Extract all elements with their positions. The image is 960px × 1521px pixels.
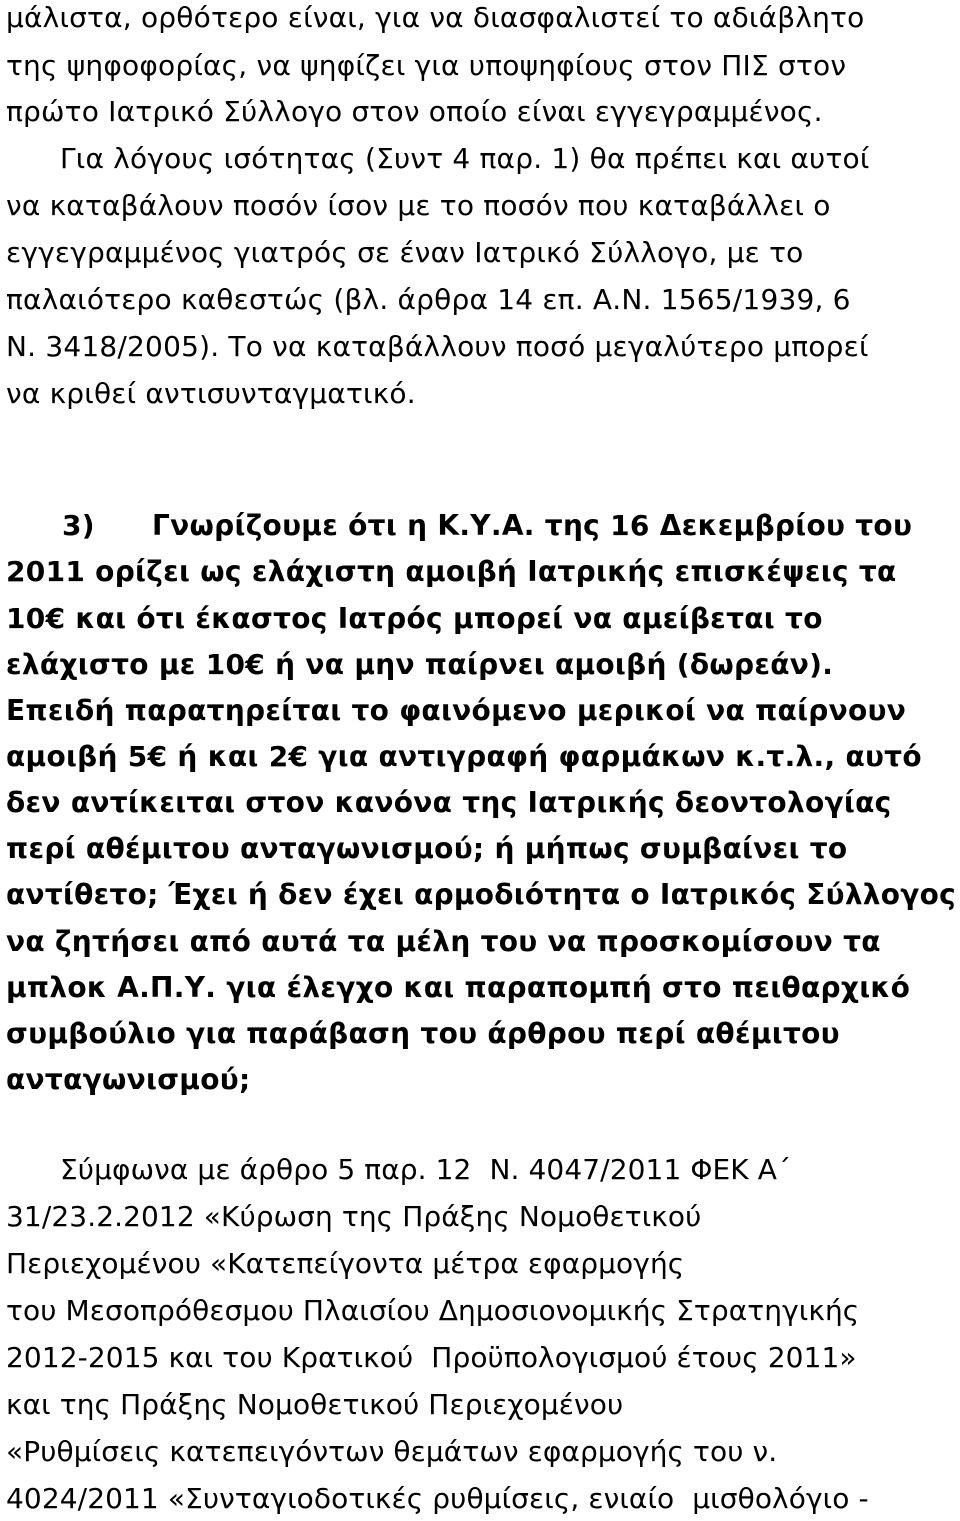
text-line: αντίθετο; Έχει ή δεν έχει αρμοδιότητα ο Ιατρικός Σύλλογος xyxy=(6,878,956,911)
section-number: 3) xyxy=(62,509,95,542)
text-line: 4024/2011 «Συνταγιοδοτικές ρυθμίσεις, ενιαίο μισθολόγιο - xyxy=(6,1482,869,1515)
text-line: πρώτο Ιατρικό Σύλλογο στον οποίο είναι εγγεγραμμένος. xyxy=(6,95,823,128)
text-line: συμβούλιο για παράβαση του άρθρου περί αθέμιτου xyxy=(6,1017,840,1050)
text-line: της ψηφοφορίας, να ψηφίζει για υποψηφίους στον ΠΙΣ στον xyxy=(6,49,847,82)
text-line: Επειδή παρατηρείται το φαινόμενο μερικοί να παίρνουν xyxy=(6,694,907,727)
text-line: παλαιότερο καθεστώς (βλ. άρθρα 14 επ. Α.Ν. 1565/1939, 6 xyxy=(6,283,851,316)
section-heading-line xyxy=(62,509,913,542)
text-line: Σύμφωνα με άρθρο 5 παρ. 12 Ν. 4047/2011 ΦΕΚ Α΄ xyxy=(60,1153,792,1186)
text-line: περί αθέμιτου ανταγωνισμού; ή μήπως συμβαίνει το xyxy=(6,832,848,865)
text-line: 10€ και ότι έκαστος Ιατρός μπορεί να αμείβεται το xyxy=(6,602,823,635)
text-line: δεν αντίκειται στον κανόνα της Ιατρικής δεοντολογίας xyxy=(6,786,892,819)
text-line: του Μεσοπρόθεσμου Πλαισίου Δημοσιονομικής Στρατηγικής xyxy=(6,1294,860,1327)
text-line: να ζητήσει από αυτά τα μέλη του να προσκομίσουν τα xyxy=(6,925,881,958)
text-line: και της Πράξης Νομοθετικού Περιεχομένου xyxy=(6,1388,624,1421)
text-line: Για λόγους ισότητας (Συντ 4 παρ. 1) θα πρέπει και αυτοί xyxy=(60,142,870,175)
text-line: να καταβάλουν ποσόν ίσον με το ποσόν που καταβάλλει ο xyxy=(6,189,831,222)
text-line: 2012-2015 και του Κρατικού Προϋπολογισμού έτους 2011» xyxy=(6,1341,857,1374)
text-line: μάλιστα, ορθότερο είναι, για να διασφαλιστεί το αδιάβλητο xyxy=(6,1,865,34)
text-line: Ν. 3418/2005). Το να καταβάλλουν ποσό μεγαλύτερο μπορεί xyxy=(6,330,869,363)
text-line: «Ρυθμίσεις κατεπειγόντων θεμάτων εφαρμογής του ν. xyxy=(6,1435,778,1468)
text-line: ανταγωνισμού; xyxy=(6,1063,251,1096)
text-line: ελάχιστο με 10€ ή να μην παίρνει αμοιβή (δωρεάν). xyxy=(6,648,834,681)
section-first-line: Γνωρίζουμε ότι η Κ.Υ.Α. της 16 Δεκεμβρίου του xyxy=(152,509,913,542)
text-line: Περιεχομένου «Κατεπείγοντα μέτρα εφαρμογής xyxy=(6,1247,685,1280)
text-line: 31/23.2.2012 «Κύρωση της Πράξης Νομοθετικού xyxy=(6,1200,702,1233)
text-line: 2011 ορίζει ως ελάχιστη αμοιβή Ιατρικής επισκέψεις τα xyxy=(6,555,897,588)
text-line: να κριθεί αντισυνταγματικό. xyxy=(6,377,416,410)
text-line: αμοιβή 5€ ή και 2€ για αντιγραφή φαρμάκων κ.τ.λ., αυτό xyxy=(6,740,922,773)
text-line: εγγεγραμμένος γιατρός σε έναν Ιατρικό Σύλλογο, με το xyxy=(6,236,804,269)
text-line: μπλοκ Α.Π.Υ. για έλεγχο και παραπομπή στο πειθαρχικό xyxy=(6,971,911,1004)
